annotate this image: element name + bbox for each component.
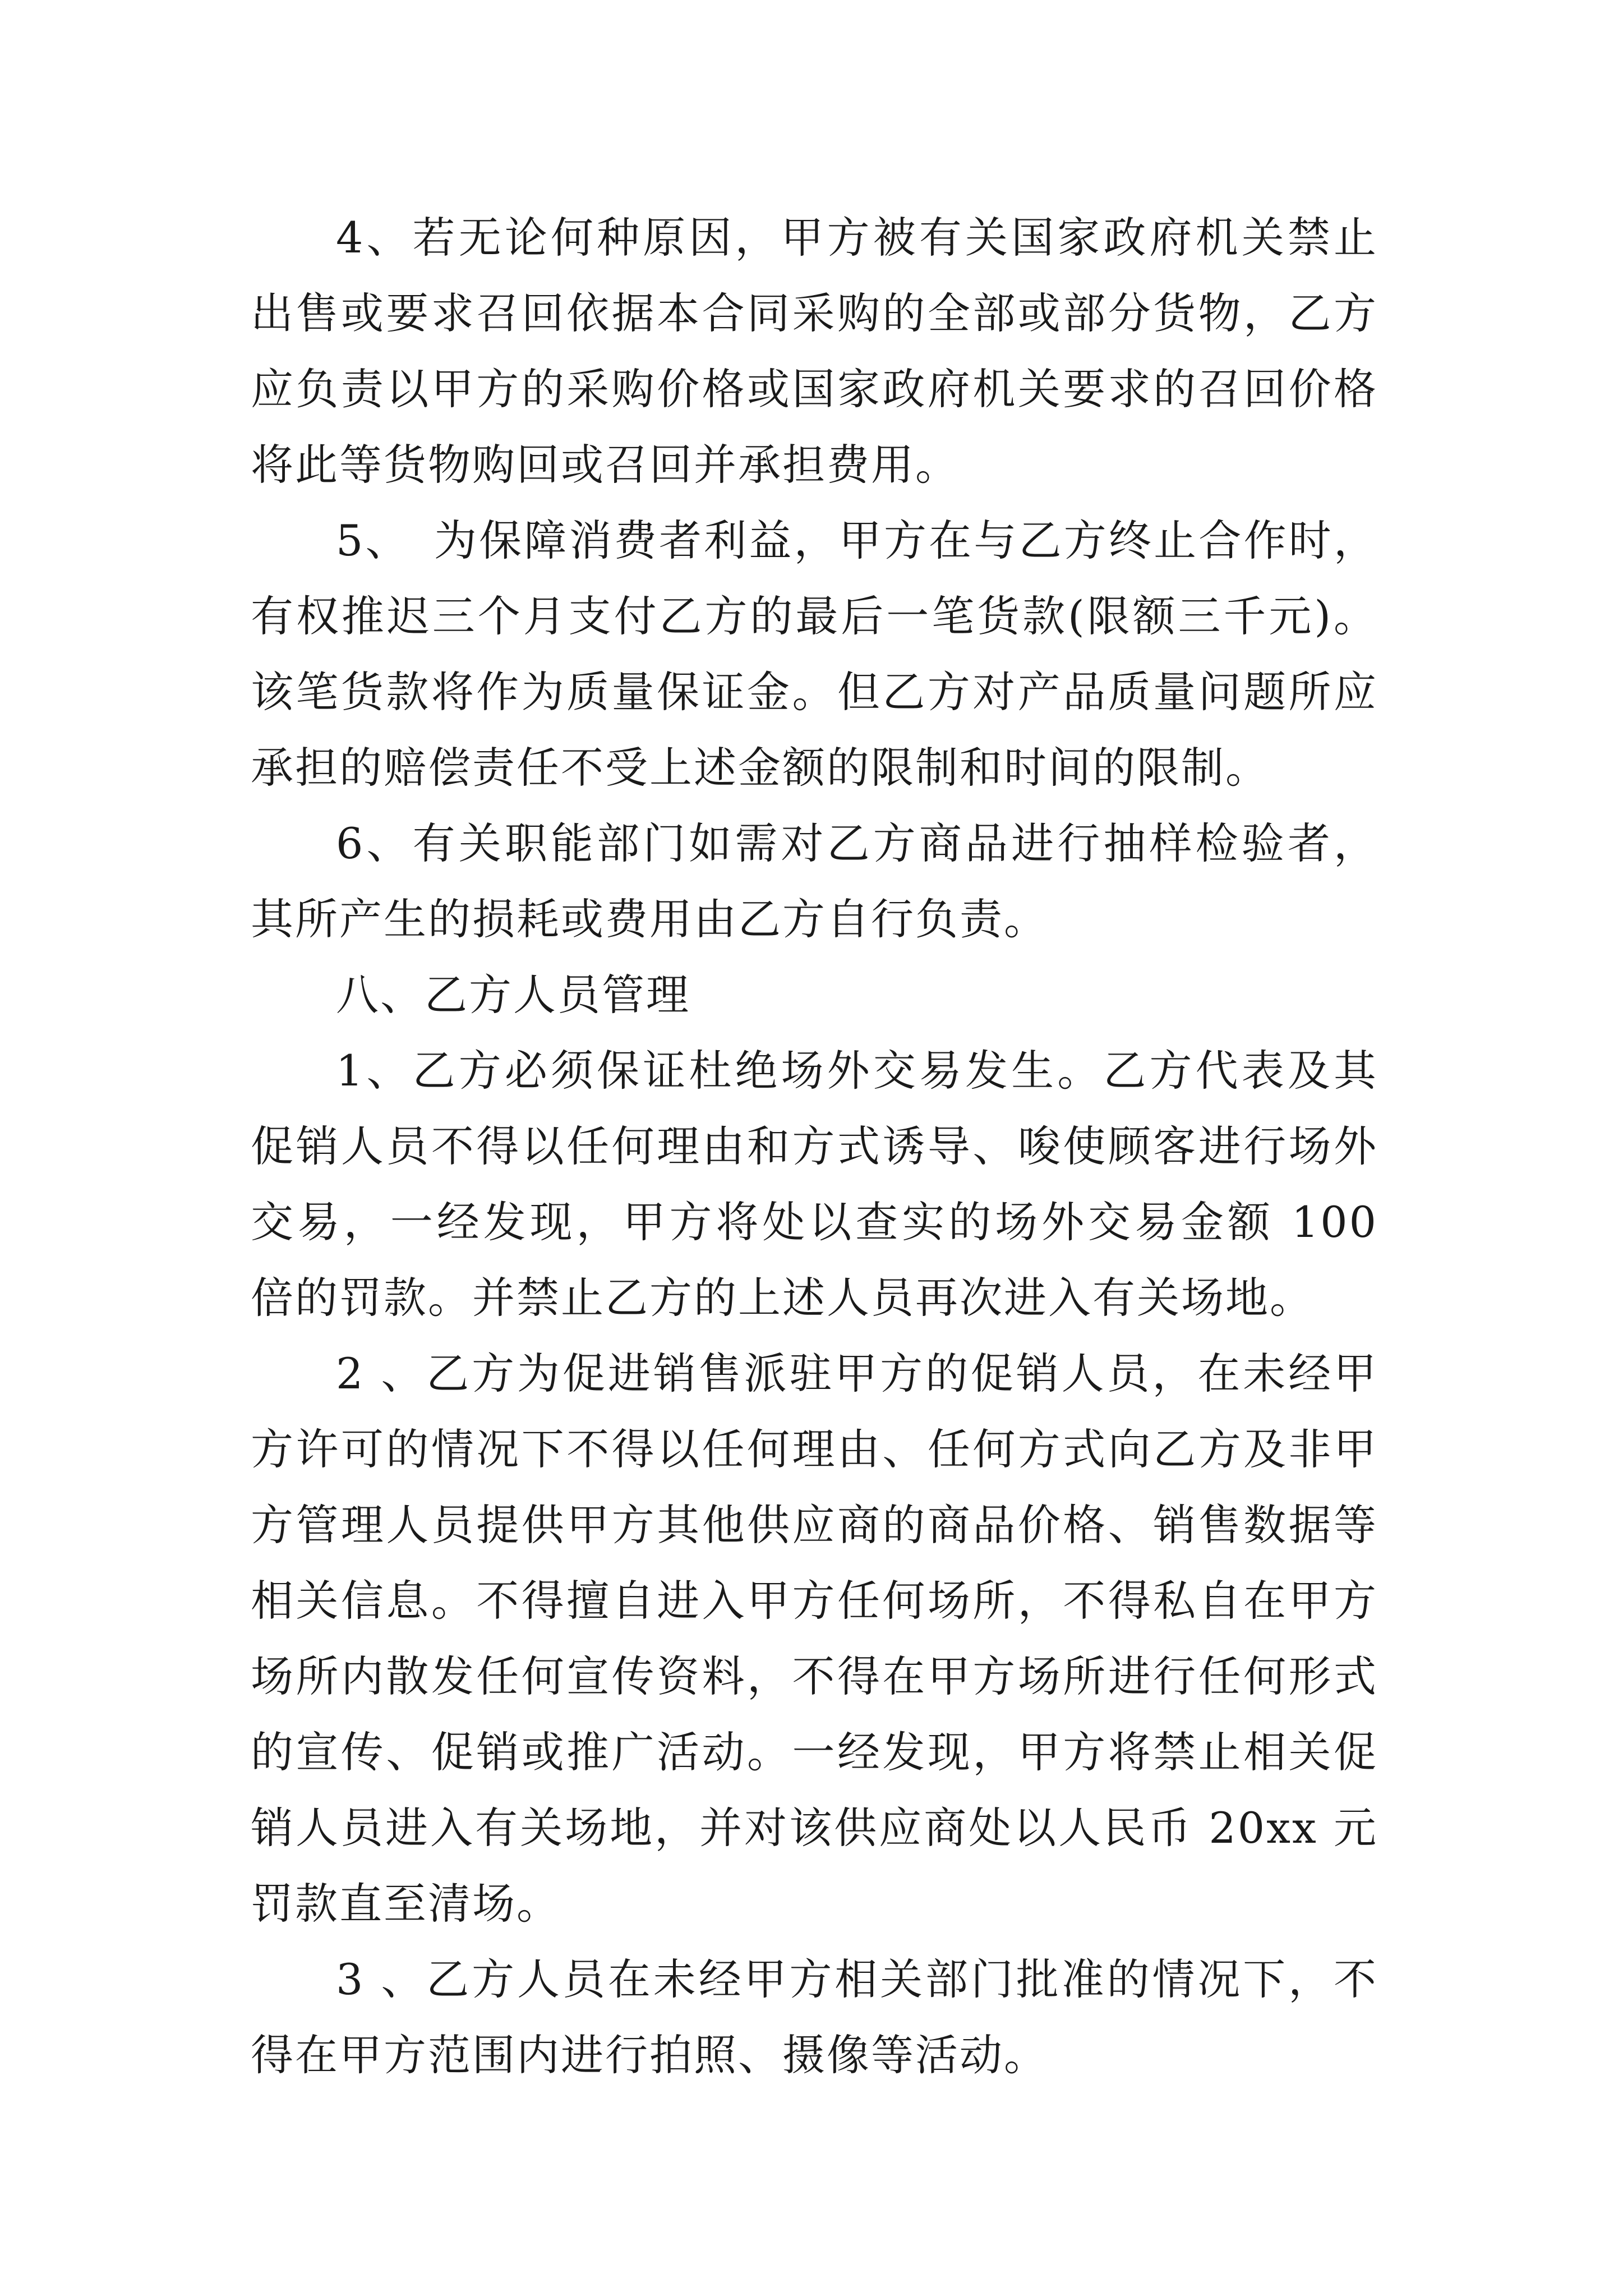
clause-7-4-paragraph: 4、若无论何种原因，甲方被有关国家政府机关禁止出售或要求召回依据本合同采购的全部或部分货物，乙方应负责以甲方的采购价格或国家政府机关要求的召回价格将此等货物购回或召回并承担费用。 xyxy=(251,213,1378,490)
clause-7-6-paragraph: 6、有关职能部门如需对乙方商品进行抽样检验者，其所产生的损耗或费用由乙方自行负责。 xyxy=(251,818,1378,944)
clause-8-2-paragraph: 2 、乙方为促进销售派驻甲方的促销人员，在未经甲方许可的情况下不得以任何理由、任何方式向乙方及非甲方管理人员提供甲方其他供应商的商品价格、销售数据等相关信息。不得擅自进入甲方任何场所，不得私自在甲方场所内散发任何宣传资料，不得在甲方场所进行任何形式的宣传、促销或推广活动。一经发现，甲方将禁止相关促销人员进入有关场地，并对该供应商处以人民币 20xx 元罚款直至清场。 xyxy=(251,1349,1378,1929)
clause-7-5-paragraph: 5、 为保障消费者利益，甲方在与乙方终止合作时，有权推迟三个月支付乙方的最后一笔货款(限额三千元)。该笔货款将作为质量保证金。但乙方对产品质量问题所应承担的赔偿责任不受上述金额的限制和时间的限制。 xyxy=(251,516,1378,793)
section-8-heading: 八、乙方人员管理 xyxy=(336,970,690,1020)
document-body xyxy=(251,200,1378,2093)
clause-8-1-paragraph: 1、乙方必须保证杜绝场外交易发生。乙方代表及其促销人员不得以任何理由和方式诱导、唆使顾客进行场外交易，一经发现，甲方将处以查实的场外交易金额 100 倍的罚款。并禁止乙方的上述人员再次进入有关场地。 xyxy=(251,1046,1378,1323)
clause-8-3-paragraph: 3 、乙方人员在未经甲方相关部门批准的情况下，不得在甲方范围内进行拍照、摄像等活动。 xyxy=(251,1954,1378,2080)
